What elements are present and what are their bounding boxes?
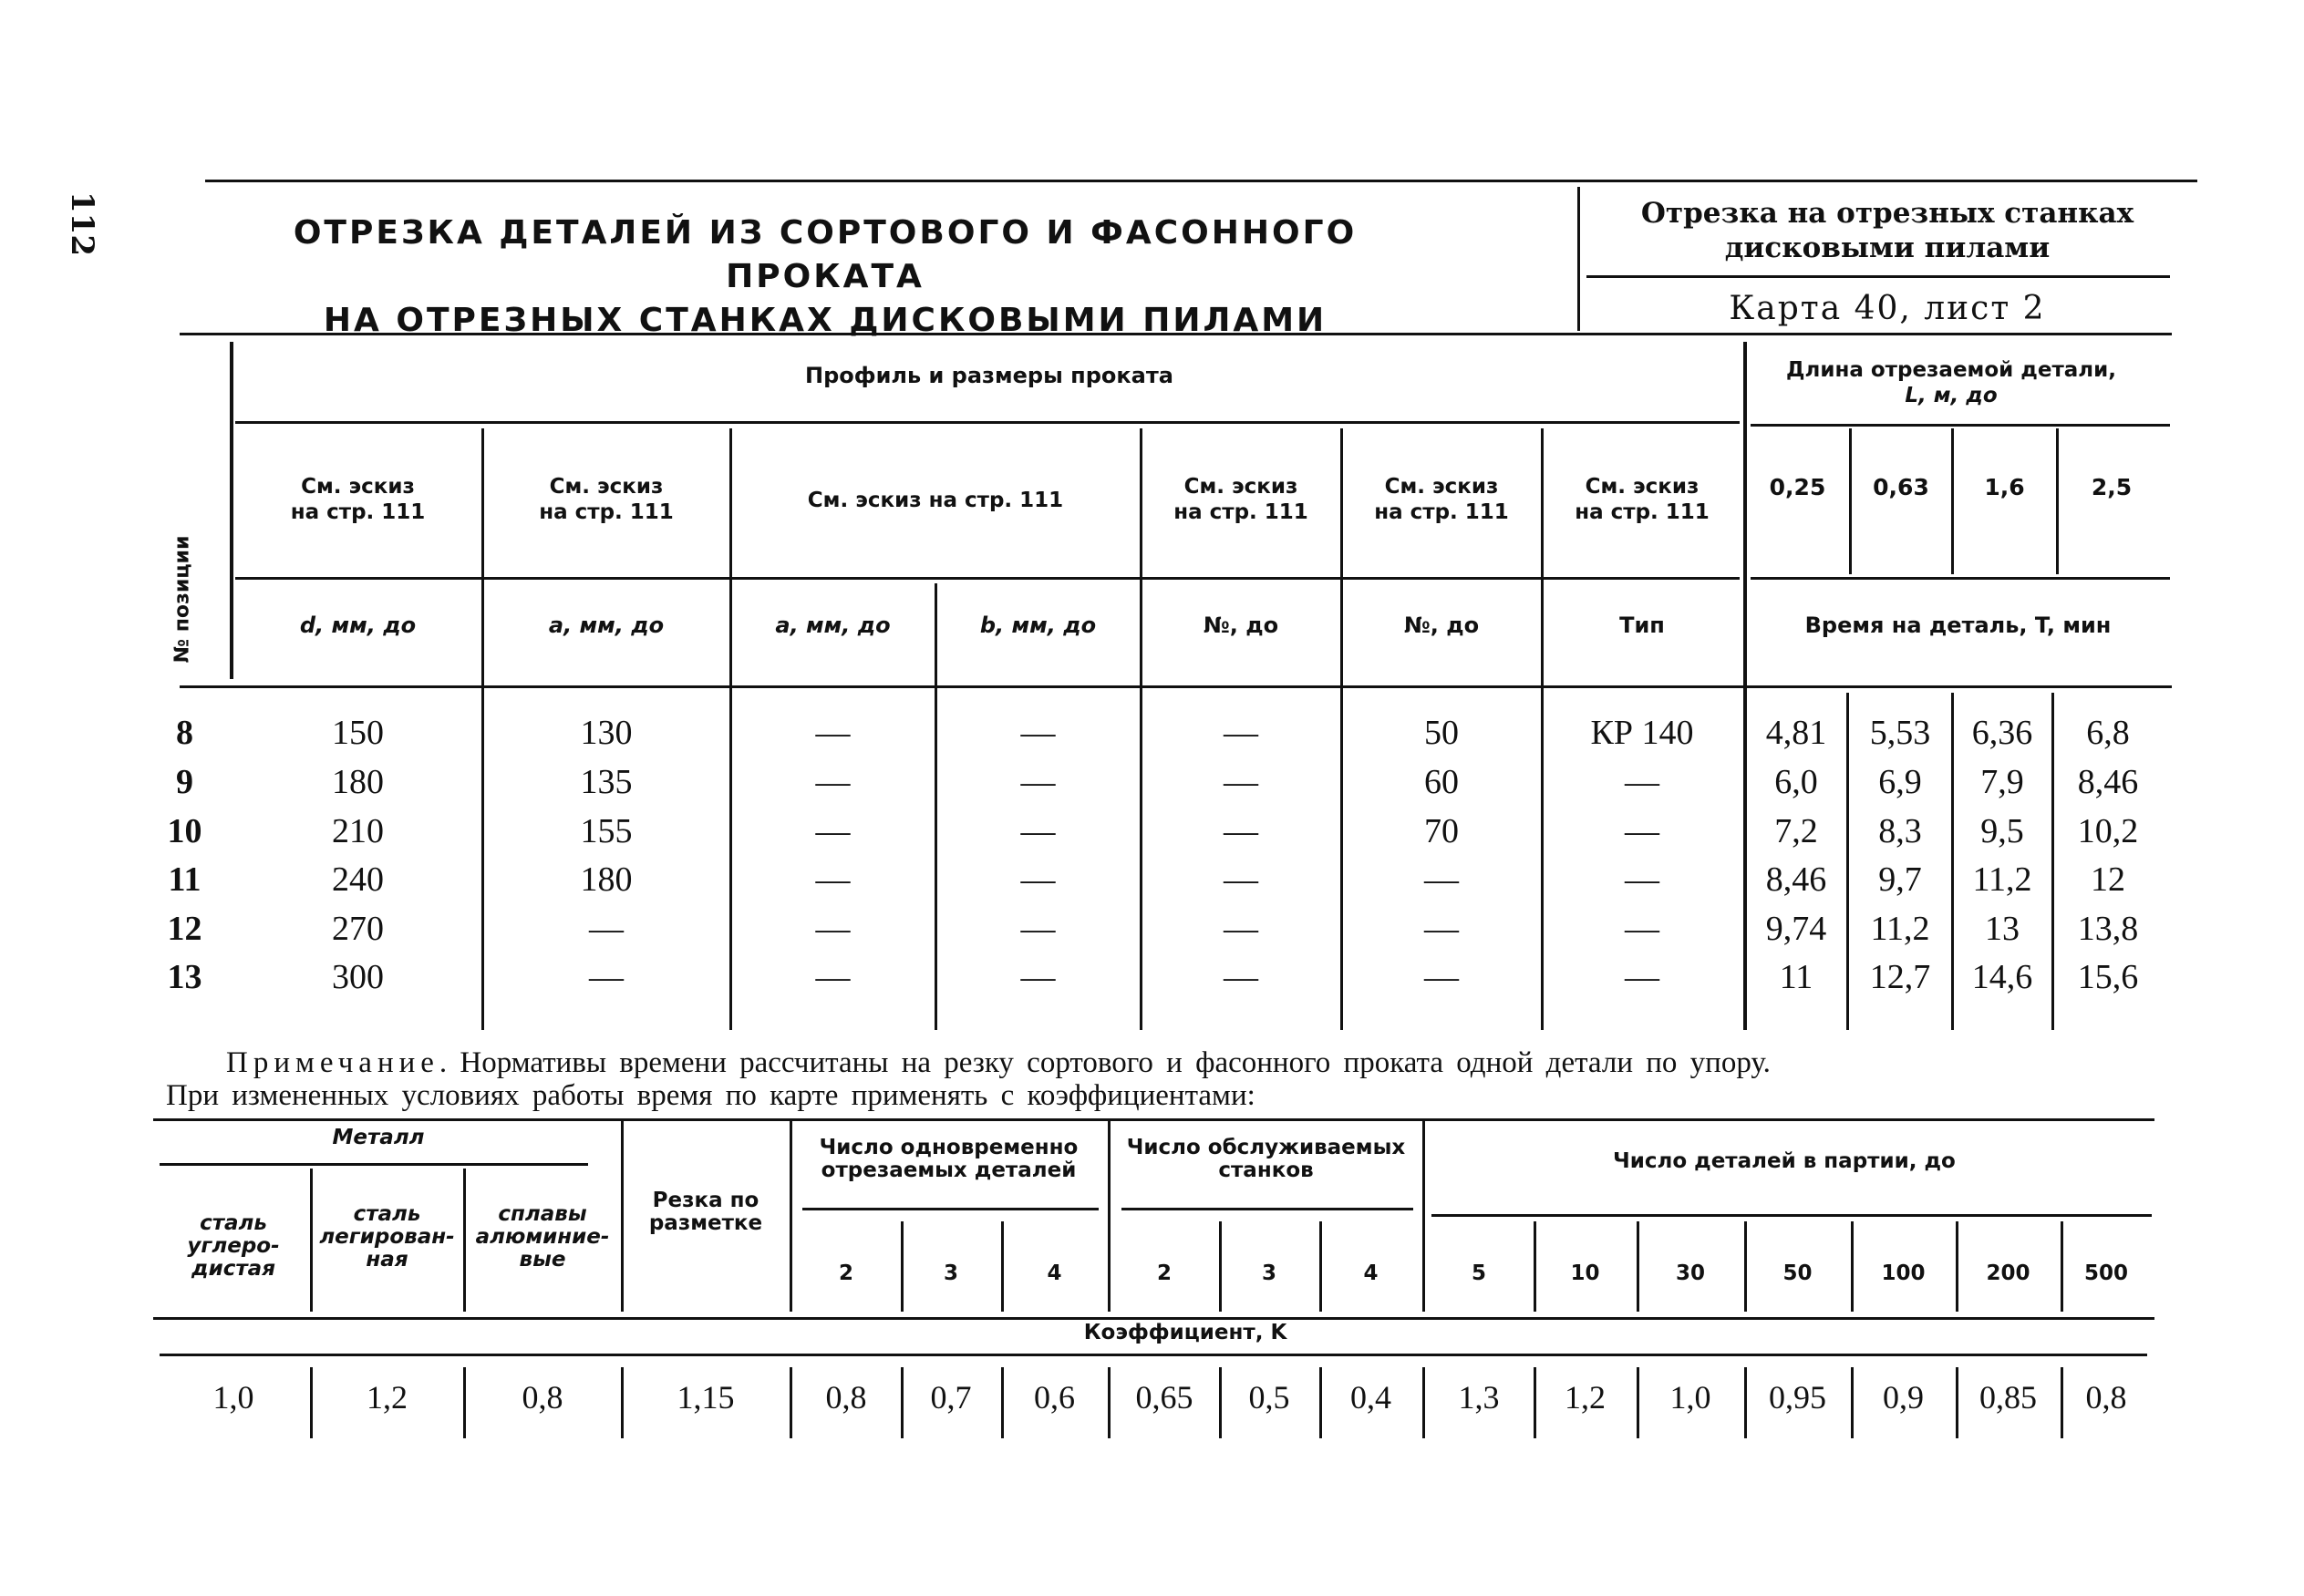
simul-count: 4 <box>1047 1261 1062 1285</box>
cell-time: 8,3 <box>1878 812 1922 850</box>
machines-count: 3 <box>1261 1261 1276 1285</box>
coef-value-divider <box>1851 1367 1854 1438</box>
col-line-t2 <box>1951 428 1954 574</box>
metal-2 <box>466 1203 619 1272</box>
position-number: 9 <box>176 763 193 801</box>
cell-time: 11 <box>1779 958 1813 996</box>
cell-a1: 180 <box>580 860 633 899</box>
cell-n2: — <box>1424 860 1459 899</box>
batch-size: 10 <box>1570 1261 1600 1285</box>
cell-time: 6,36 <box>1971 714 2033 752</box>
coef-value: 1,2 <box>367 1379 408 1416</box>
coef-value-divider <box>310 1367 313 1438</box>
coef-value: 0,9 <box>1883 1379 1924 1416</box>
length-header-rule <box>1751 424 2170 427</box>
sketch-label-a <box>483 474 729 525</box>
sketch-label-n2 <box>1342 474 1541 525</box>
cell-time: 11,2 <box>1972 860 2032 899</box>
cell-n1: — <box>1224 910 1258 948</box>
markup-l1: Резка по <box>652 1189 759 1212</box>
right-header-rule <box>1586 275 2170 278</box>
sketch-label-line-2: на стр. 111 <box>290 500 426 524</box>
title-line-1: ОТРЕЗКА ДЕТАЛЕЙ ИЗ СОРТОВОГО И ФАСОННОГО ПРОКАТА <box>293 214 1358 295</box>
col-d-header: d, мм, до <box>299 613 417 638</box>
machines-l1: Число обслуживаемых <box>1126 1136 1406 1159</box>
length-2: 1,6 <box>1984 474 2025 500</box>
cell-time: 8,46 <box>2077 763 2139 801</box>
col-line-t3 <box>2056 428 2059 574</box>
cell-d: 180 <box>332 763 384 801</box>
cell-time: 4,81 <box>1765 714 1827 752</box>
cell-type: — <box>1625 812 1659 850</box>
cell-a1: 135 <box>580 763 633 801</box>
position-number: 10 <box>167 812 202 850</box>
coef-value: 0,4 <box>1350 1379 1391 1416</box>
batch-size: 500 <box>2083 1261 2128 1285</box>
sketch-label-line-2: на стр. 111 <box>1173 500 1308 524</box>
cell-type: — <box>1625 763 1659 801</box>
coef-value-divider <box>1319 1367 1322 1438</box>
col-line-t1 <box>1849 428 1852 574</box>
cell-time: 7,2 <box>1774 812 1818 850</box>
metal-2-l2: алюминие- <box>475 1225 610 1249</box>
coef-sub-divider <box>1534 1221 1536 1312</box>
cell-b: — <box>1020 958 1056 996</box>
coef-value-divider <box>1637 1367 1639 1438</box>
coef-sub-divider <box>2061 1221 2063 1312</box>
cell-type: КР 140 <box>1590 714 1694 752</box>
cell-n2: — <box>1424 958 1459 996</box>
cell-time: 10,2 <box>2077 812 2139 850</box>
position-number: 12 <box>167 910 202 948</box>
coef-value: 0,8 <box>825 1379 867 1416</box>
cell-a1: — <box>589 910 624 948</box>
sketch-label-line-2: на стр. 111 <box>1374 500 1509 524</box>
cell-time: 6,8 <box>2086 714 2130 752</box>
cell-time: 9,7 <box>1878 860 1922 899</box>
machines-count: 4 <box>1363 1261 1379 1285</box>
cell-a2: — <box>815 714 851 752</box>
card-label: Карта 40, лист 2 <box>1729 290 2046 327</box>
position-number: 11 <box>168 860 201 899</box>
right-header-line-1: Отрезка на отрезных станках <box>1640 197 2134 230</box>
simul-count: 2 <box>838 1261 853 1285</box>
cell-time: 11,2 <box>1870 910 1930 948</box>
cell-time: 7,9 <box>1980 763 2024 801</box>
cell-n2: 50 <box>1424 714 1459 752</box>
cell-b: — <box>1020 763 1056 801</box>
coef-value: 0,95 <box>1769 1379 1826 1416</box>
metal-header-rule <box>160 1163 588 1166</box>
cell-time: 12,7 <box>1869 958 1931 996</box>
col-n2-header: №, до <box>1403 613 1480 638</box>
machines-count: 2 <box>1156 1261 1172 1285</box>
coef-value-divider <box>2061 1367 2063 1438</box>
coef-header-rule <box>153 1317 2154 1320</box>
coef-value-divider <box>621 1367 624 1438</box>
length-0: 0,25 <box>1769 474 1826 500</box>
coef-sub-divider <box>1851 1221 1854 1312</box>
cell-b: — <box>1020 910 1056 948</box>
right-header-divider <box>1577 187 1580 331</box>
coef-value: 1,3 <box>1458 1379 1500 1416</box>
coef-sub-divider <box>1001 1221 1004 1312</box>
header-bottom-rule <box>180 685 2172 688</box>
cell-d: 270 <box>332 910 384 948</box>
coef-sub-divider <box>1744 1221 1747 1312</box>
note-label: Примечание. <box>226 1046 453 1079</box>
length-header-line-1: Длина отрезаемой детали, <box>1786 358 2116 382</box>
metal-2-l1: сплавы <box>498 1202 587 1226</box>
coef-sub-divider <box>1956 1221 1958 1312</box>
coef-value-divider <box>463 1367 466 1438</box>
sketch-label-line-1: См. эскиз <box>549 475 664 499</box>
batch-header: Число деталей в партии, до <box>1613 1149 1956 1173</box>
cell-a2: — <box>815 812 851 850</box>
simul-count: 3 <box>943 1261 958 1285</box>
coef-sub-divider <box>1219 1221 1222 1312</box>
sketch-label-line-1: См. эскиз <box>1585 475 1700 499</box>
note-line-2: При измененных условиях работы время по карте применять с коэффициентами: <box>166 1079 1255 1112</box>
coef-value: 1,15 <box>677 1379 735 1416</box>
sketch-label-ab: См. эскиз на стр. 111 <box>807 489 1064 512</box>
cell-a2: — <box>815 958 851 996</box>
coef-value-divider <box>1001 1367 1004 1438</box>
right-header-line-2: дисковыми пилами <box>1724 232 2051 264</box>
cell-time: 9,74 <box>1765 910 1827 948</box>
right-header-title <box>1591 196 2184 265</box>
length-1: 0,63 <box>1873 474 1929 500</box>
page-number: 112 <box>64 191 100 256</box>
length-header-line-2: L, м, до <box>1905 384 1998 407</box>
position-label: № позиции <box>170 535 194 664</box>
simul-l2: отрезаемых деталей <box>821 1158 1077 1182</box>
sketch-row-rule-right <box>1751 577 2170 580</box>
cell-n1: — <box>1224 958 1258 996</box>
cell-b: — <box>1020 714 1056 752</box>
sketch-label-line-1: См. эскиз <box>1183 475 1298 499</box>
markup-l2: разметке <box>648 1211 763 1235</box>
coef-label-rule <box>160 1354 2147 1356</box>
sketch-label-line-1: См. эскиз <box>1384 475 1499 499</box>
cell-time: 13 <box>1985 910 2020 948</box>
machines-l2: станков <box>1218 1158 1314 1182</box>
coef-value-divider <box>1219 1367 1222 1438</box>
batch-size: 100 <box>1881 1261 1926 1285</box>
metal-header: Металл <box>332 1126 425 1149</box>
cell-b: — <box>1020 812 1056 850</box>
cell-n1: — <box>1224 714 1258 752</box>
cell-n2: 70 <box>1424 812 1459 850</box>
profile-header-rule <box>235 421 1740 424</box>
length-3: 2,5 <box>2091 474 2133 500</box>
markup-header <box>624 1189 788 1235</box>
note-line-1 <box>226 1046 1771 1080</box>
cell-time: 5,53 <box>1869 714 1931 752</box>
coef-value: 1,0 <box>212 1379 254 1416</box>
metal-2-l3: вые <box>519 1248 566 1272</box>
coef-value-divider <box>901 1367 904 1438</box>
coef-value: 0,6 <box>1034 1379 1075 1416</box>
coef-value: 0,8 <box>2085 1379 2127 1416</box>
top-rule <box>205 180 2197 182</box>
profile-header: Профиль и размеры проката <box>805 363 1173 388</box>
cell-a1: 155 <box>580 812 633 850</box>
cell-n1: — <box>1224 763 1258 801</box>
cell-time: 15,6 <box>2077 958 2139 996</box>
position-col-divider <box>230 342 233 679</box>
sketch-label-line-2: на стр. 111 <box>539 500 674 524</box>
col-n1-header: №, до <box>1203 613 1279 638</box>
coef-value-divider <box>790 1367 792 1438</box>
sketch-label-line-2: на стр. 111 <box>1575 500 1710 524</box>
batch-size: 200 <box>1986 1261 2030 1285</box>
coef-sub-divider <box>901 1221 904 1312</box>
coef-value-divider <box>1956 1367 1958 1438</box>
cell-time: 12 <box>2091 860 2125 899</box>
sketch-label-n1 <box>1142 474 1340 525</box>
cell-a2: — <box>815 860 851 899</box>
col-a2-header: a, мм, до <box>775 613 891 638</box>
main-table-top-rule <box>180 333 2172 335</box>
coef-value: 0,7 <box>930 1379 972 1416</box>
col-a1-header: a, мм, до <box>548 613 665 638</box>
cell-time: 6,9 <box>1878 763 1922 801</box>
cell-n2: 60 <box>1424 763 1459 801</box>
sketch-label-type <box>1543 474 1741 525</box>
batch-size: 50 <box>1782 1261 1813 1285</box>
cell-time: 13,8 <box>2077 910 2139 948</box>
coef-value-divider <box>1534 1367 1536 1438</box>
cell-type: — <box>1625 910 1659 948</box>
coef-value: 0,5 <box>1248 1379 1290 1416</box>
cell-a1: 130 <box>580 714 633 752</box>
cell-a1: — <box>589 958 624 996</box>
page-title <box>232 211 1418 343</box>
note-text-1: Нормативы времени рассчитаны на резку сортового и фасонного проката одной детали по упору. <box>460 1046 1771 1079</box>
metal-0-l3: дистая <box>191 1257 275 1281</box>
cell-d: 240 <box>332 860 384 899</box>
length-header <box>1751 357 2152 408</box>
cell-n1: — <box>1224 812 1258 850</box>
coef-sub-divider <box>1319 1221 1322 1312</box>
cell-n2: — <box>1424 910 1459 948</box>
position-number: 8 <box>176 714 193 752</box>
coef-top-rule <box>153 1118 2154 1121</box>
simul-l1: Число одновременно <box>819 1136 1079 1159</box>
metal-0 <box>160 1212 307 1281</box>
coef-value: 1,0 <box>1669 1379 1711 1416</box>
simul-rule <box>802 1208 1099 1210</box>
cell-time: 8,46 <box>1765 860 1827 899</box>
cell-a2: — <box>815 763 851 801</box>
machines-header <box>1110 1137 1422 1182</box>
metal-0-l1: сталь <box>200 1211 267 1235</box>
sketch-label-d <box>237 474 479 525</box>
batch-size: 5 <box>1471 1261 1486 1285</box>
metal-1-l1: сталь <box>353 1202 421 1226</box>
batch-size: 30 <box>1675 1261 1705 1285</box>
coef-label: Коэффициент, K <box>1083 1321 1287 1344</box>
simul-header <box>791 1137 1106 1182</box>
coef-value: 0,85 <box>1979 1379 2037 1416</box>
metal-1-l2: легирован- <box>319 1225 455 1249</box>
coef-sub-divider <box>1637 1221 1639 1312</box>
cell-type: — <box>1625 860 1659 899</box>
cell-d: 300 <box>332 958 384 996</box>
coef-value: 1,2 <box>1565 1379 1606 1416</box>
cell-d: 150 <box>332 714 384 752</box>
cell-a2: — <box>815 910 851 948</box>
col-type-header: Тип <box>1619 613 1665 638</box>
position-number: 13 <box>167 958 202 996</box>
metal-1 <box>313 1203 461 1272</box>
metal-0-l2: углеро- <box>187 1234 280 1258</box>
cell-time: 6,0 <box>1774 763 1818 801</box>
coef-value: 0,65 <box>1135 1379 1193 1416</box>
sketch-row-rule <box>235 577 1740 580</box>
machines-rule <box>1121 1208 1413 1210</box>
coef-value-divider <box>1108 1367 1111 1438</box>
title-line-2: НА ОТРЕЗНЫХ СТАНКАХ ДИСКОВЫМИ ПИЛАМИ <box>323 302 1328 339</box>
cell-b: — <box>1020 860 1056 899</box>
coef-value: 0,8 <box>522 1379 563 1416</box>
coef-value-divider <box>1744 1367 1747 1438</box>
metal-1-l3: ная <box>366 1248 408 1272</box>
sketch-label-line-1: См. эскиз <box>301 475 415 499</box>
cell-time: 9,5 <box>1980 812 2024 850</box>
cell-d: 210 <box>332 812 384 850</box>
cell-n1: — <box>1224 860 1258 899</box>
time-header: Время на деталь, T, мин <box>1804 613 2112 638</box>
col-b-header: b, мм, до <box>979 613 1097 638</box>
coef-value-divider <box>1422 1367 1425 1438</box>
cell-time: 14,6 <box>1971 958 2033 996</box>
cell-type: — <box>1625 958 1659 996</box>
batch-rule <box>1431 1214 2152 1217</box>
